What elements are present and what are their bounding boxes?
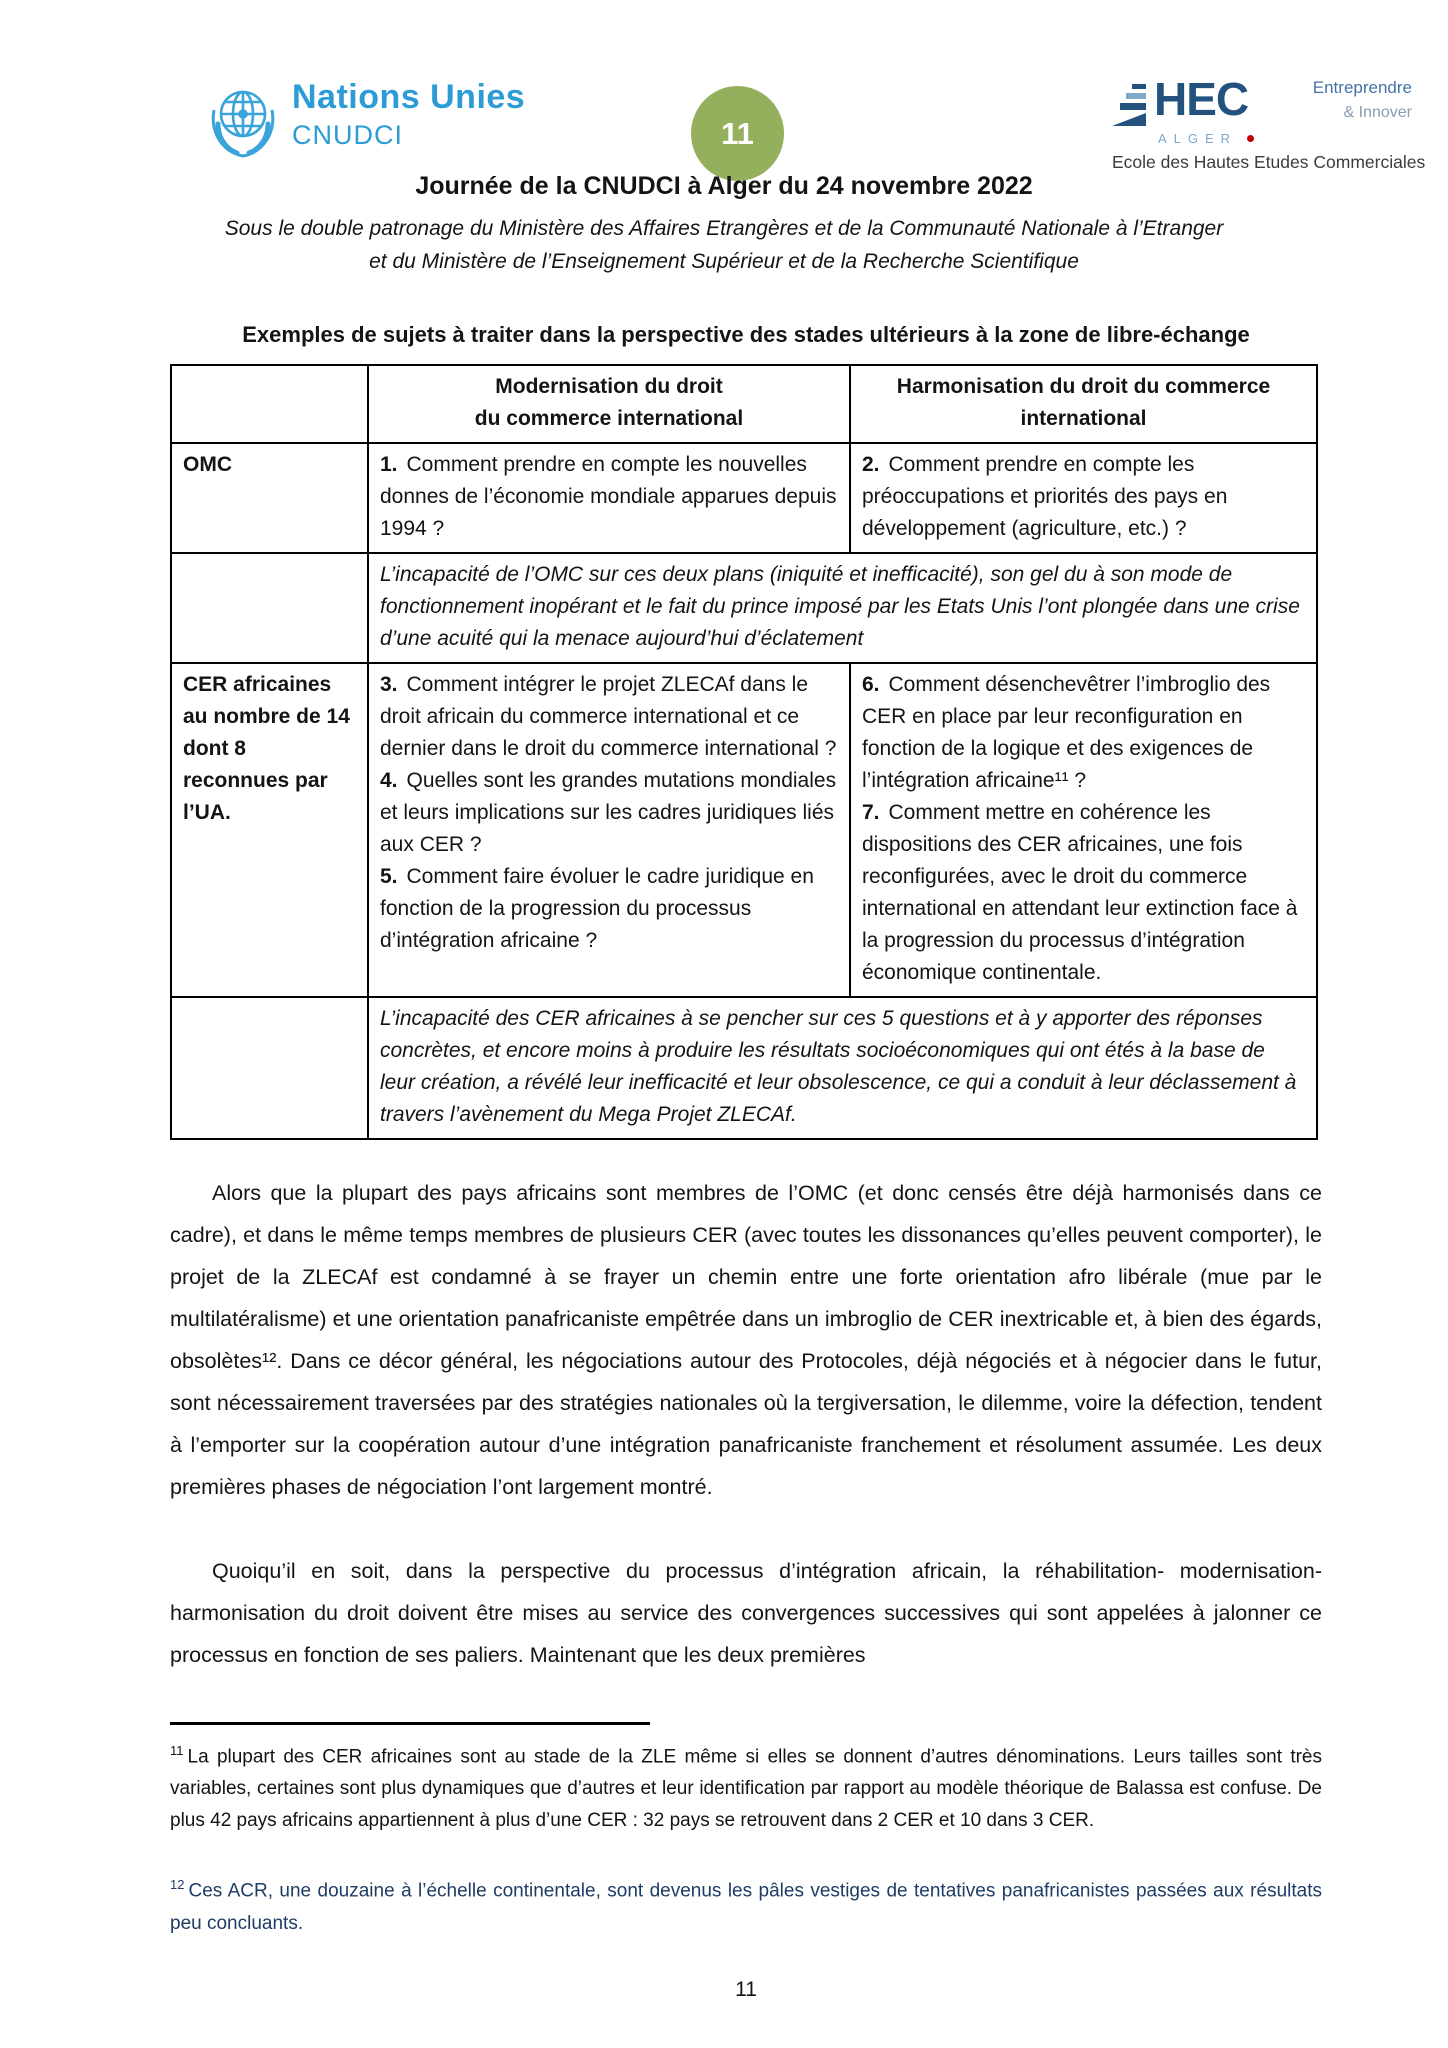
hec-acronym: HEC bbox=[1154, 73, 1249, 125]
un-logo-name: Nations Unies bbox=[292, 78, 526, 116]
omc-note-cell: L’incapacité de l’OMC sur ces deux plans (iniquité et inefficacité), son gel du à son mode de fonctionnement inopérant et le fait du prince imposé par les Etats Unis l’ont plongée dans une crise d’une acuité qui la menace aujourd’hui d’éclatement bbox=[368, 553, 1317, 663]
cell-omc-harmonisation bbox=[850, 443, 1317, 553]
table-row-omc bbox=[171, 443, 1317, 553]
slide-number: 11 bbox=[721, 115, 754, 151]
table-row-omc-note bbox=[171, 553, 1317, 663]
document-title: Journée de la CNUDCI à Alger du 24 novembre 2022 bbox=[415, 172, 1033, 200]
empty-cell bbox=[171, 553, 368, 663]
question-item: 4. Quelles sont les grandes mutations mondiales et leurs implications sur les cadres juridiques liés aux CER ? bbox=[380, 769, 837, 856]
main-content bbox=[170, 322, 1322, 2002]
hec-mark-icon bbox=[1112, 82, 1152, 133]
hec-logo bbox=[1112, 73, 1426, 173]
question-item: 5. Comment faire évoluer le cadre juridique en fonction de la progression du processus d’intégration africaine ? bbox=[380, 865, 814, 952]
table-caption: Exemples de sujets à traiter dans la perspective des stades ultérieurs à la zone de libre-échange bbox=[242, 322, 1250, 347]
question-item: 7. Comment mettre en cohérence les dispositions des CER africaines, une fois reconfigurées, avec le droit du commerce international en attendant leur extinction face à la progression du processus d’intégration économique continentale. bbox=[862, 801, 1298, 984]
un-emblem-icon bbox=[204, 80, 282, 171]
footnote-separator bbox=[170, 1722, 650, 1725]
row-label-omc: OMC bbox=[171, 443, 368, 553]
question-item: 6. Comment désenchevêtrer l’imbroglio des CER en place par leur reconfiguration en fonction de la logique et des exigences de l’intégration africaine¹¹ ? bbox=[862, 673, 1271, 792]
footnote-marker: 11 bbox=[170, 1743, 184, 1758]
body-paragraph-2: Quoiqu’il en soit, dans la perspective du processus d’intégration africain, la réhabilitation- modernisation- harmonisation du droit doivent être mises au service des convergences successives qui sont appelées à jalonner ce processus en fonction de ses paliers. Maintenant que les deux premières bbox=[170, 1559, 1322, 1667]
header-cell-harmonisation: Harmonisation du droit du commerce international bbox=[850, 365, 1317, 443]
hec-red-dot-icon bbox=[1247, 135, 1254, 142]
patronage-line-1: Sous le double patronage du Ministère des Affaires Etrangères et de la Communauté Nationale à l’Etranger bbox=[224, 217, 1224, 240]
table-row-cer-note bbox=[171, 997, 1317, 1139]
header-cell-modernisation: Modernisation du droit du commerce international bbox=[368, 365, 850, 443]
patronage-subtitle bbox=[0, 212, 1448, 278]
topics-table bbox=[170, 364, 1318, 1140]
question-item: 3. Comment intégrer le projet ZLECAf dans le droit africain du commerce international et ce dernier dans le droit du commerce international ? bbox=[380, 673, 837, 760]
cell-cer-harmonisation bbox=[850, 663, 1317, 997]
hec-city: ALGER bbox=[1158, 131, 1238, 146]
row-label-cer: CER africaines au nombre de 14 dont 8 reconnues par l’UA. bbox=[171, 663, 368, 997]
header-cell-empty bbox=[171, 365, 368, 443]
page-number: 11 bbox=[735, 1977, 757, 2001]
footnote-11: $^{11}$ La plupart des CER africaines sont au stade de la ZLE même si elles se donnent d’autres dénominations. Leurs tailles sont très variables, certaines sont plus dynamiques que d’autres et leur identification par rapport au modèle théorique de Balassa est confuse. De plus 42 pays africains appartiennent à plus d’une CER : 32 pays se retrouvent dans 2 CER et 10 dans 3 CER. bbox=[170, 1743, 1322, 1832]
question-item: 1. Comment prendre en compte les nouvelles donnes de l’économie mondiale apparues depuis 1994 ? bbox=[380, 453, 837, 540]
footnote-12: $^{12}$ Ces ACR, une douzaine à l’échelle continentale, sont devenus les pâles vestiges de tentatives panafricanistes passées aux résultats peu concluants. bbox=[170, 1877, 1322, 1934]
un-logo-cnudci: CNUDCI bbox=[292, 120, 403, 150]
un-logo bbox=[204, 80, 525, 171]
cer-note-cell: L’incapacité des CER africaines à se pencher sur ces 5 questions et à y apporter des réponses concrètes, et encore moins à produire les résultats socioéconomiques qui ont étés à la base de leur création, a révélé leur inefficacité et leur obsolescence, ce qui a conduit à leur déclassement à travers l’avènement du Mega Projet ZLECAf. bbox=[368, 997, 1317, 1139]
question-item: 2. Comment prendre en compte les préoccupations et priorités des pays en développement (agriculture, etc.) ? bbox=[862, 453, 1228, 540]
patronage-line-2: et du Ministère de l’Enseignement Supérieur et de la Recherche Scientifique bbox=[369, 250, 1079, 273]
cell-omc-modernisation bbox=[368, 443, 850, 553]
hec-school-name: Ecole des Hautes Etudes Commerciales bbox=[1112, 152, 1426, 172]
empty-cell bbox=[171, 997, 368, 1139]
slide-number-badge bbox=[691, 86, 784, 181]
table-header-row bbox=[171, 365, 1317, 443]
table-row-cer bbox=[171, 663, 1317, 997]
body-paragraph-1: Alors que la plupart des pays africains sont membres de l’OMC (et donc censés être déjà harmonisés dans ce cadre), et dans le même temps membres de plusieurs CER (avec toutes les dissonances qu’elles peuvent comporter), le projet de la ZLECAf est condamné à se frayer un chemin entre une forte orientation afro libérale (mue par le multilatéralisme) et une orientation panafricaniste empêtrée dans un imbroglio de CER inextricable et, à bien des égards, obsolètes¹². Dans ce décor général, les négociations autour des Protocoles, déjà négociés et à négocier dans le futur, sont nécessairement traversées par des stratégies nationales où la tergiversation, le dilemme, voire la défection, tendent à l’emporter sur la coopération autour d’une intégration panafricaniste franchement et résolument assumée. Les deux premières phases de négociation l’ont largement montré. bbox=[170, 1181, 1322, 1499]
footnote-marker: 12 bbox=[170, 1877, 185, 1893]
hec-tagline-2: & Innover bbox=[1343, 104, 1412, 121]
cell-cer-modernisation bbox=[368, 663, 850, 997]
hec-tagline-1: Entreprendre bbox=[1312, 78, 1412, 97]
